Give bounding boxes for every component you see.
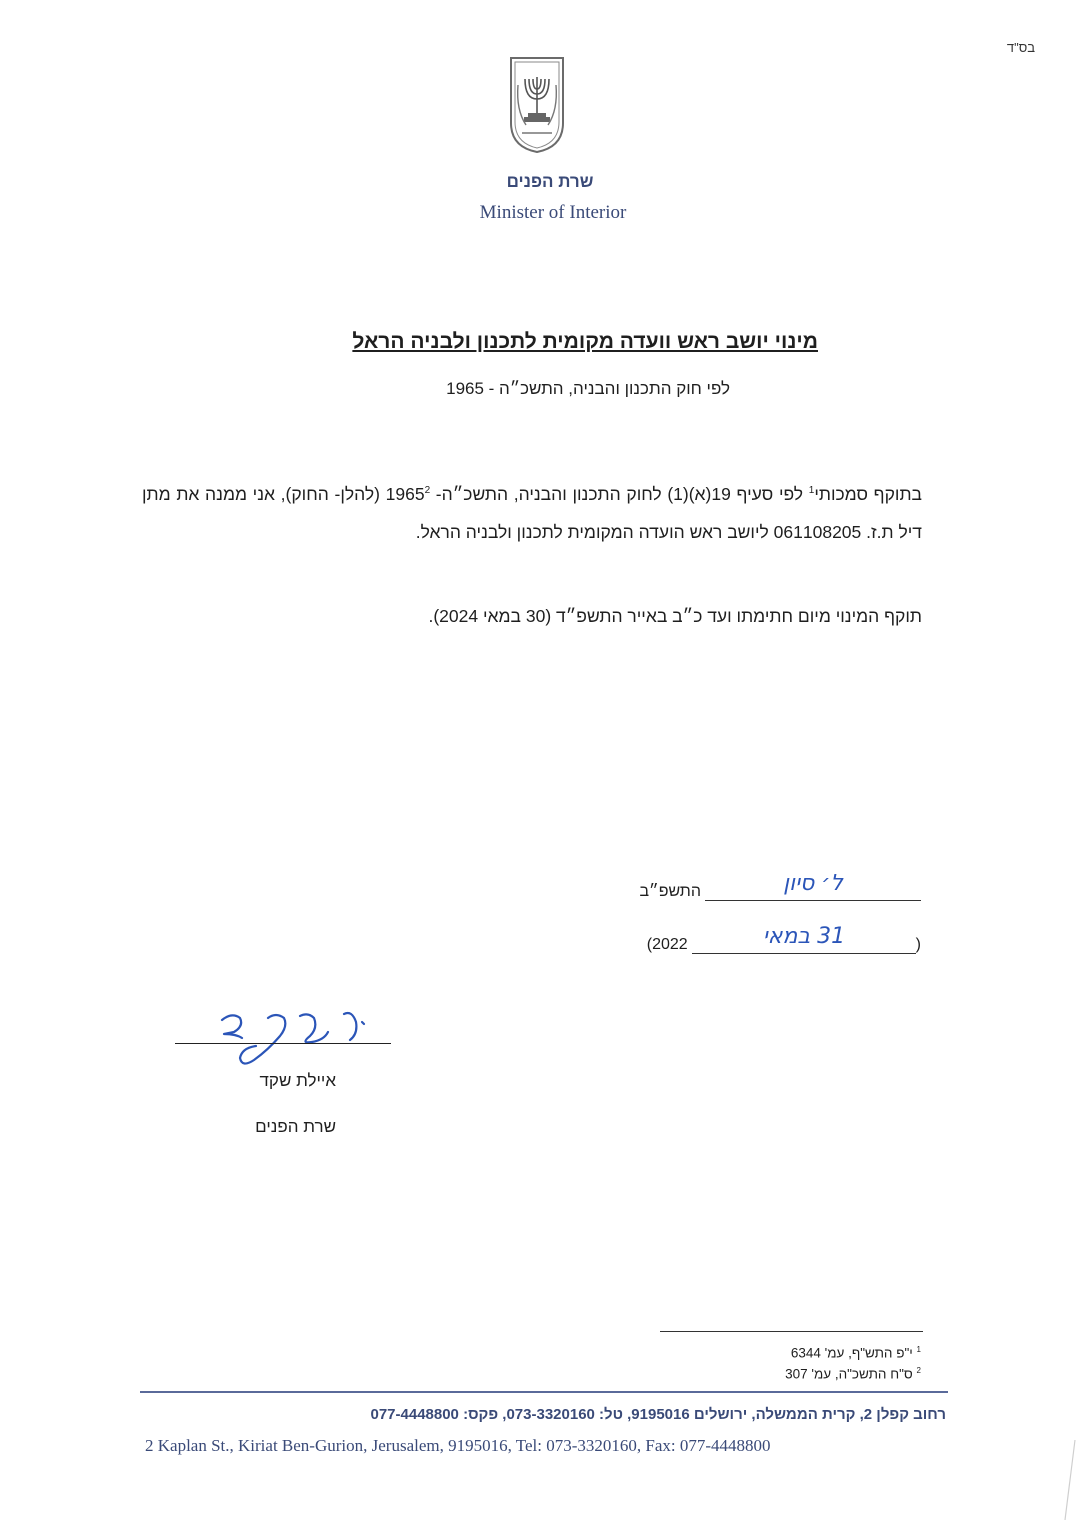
gregorian-date-blank: [692, 924, 916, 954]
handwritten-hebrew-date: [705, 866, 921, 900]
body-part-2: לפי סעיף 19(א)(1) לחוק התכנון והבניה, התשכ״ה- 1965: [385, 483, 809, 504]
hebrew-year-label: התשפ״ב: [639, 883, 701, 900]
footnote-2: [785, 1366, 921, 1382]
gregorian-date-line: [646, 924, 921, 954]
hebrew-date-blank: [705, 871, 921, 901]
footnote-ref-1: 1: [808, 485, 815, 496]
footnote-2-text: ס"ח התשכ"ה, עמ' 307: [785, 1366, 913, 1382]
footnote-1: [791, 1345, 921, 1361]
footer-address-english: 2 Kaplan St., Kiriat Ben-Gurion, Jerusalem, 9195016, Tel: 073-3320160, Fax: 077-4448800: [145, 1436, 771, 1455]
footer-address-hebrew: רחוב קפלן 2, קרית הממשלה, ירושלים 9195016, טל: 073-3320160, פקס: 077-4448800: [370, 1406, 946, 1423]
scan-edge-mark: [1063, 1440, 1077, 1520]
footnote-1-text: י"פ התש"ף, עמ' 6344: [790, 1345, 913, 1361]
hebrew-date-line: [639, 871, 921, 901]
signer-title: שרת הפנים: [255, 1117, 336, 1136]
signer-name: איילת שקד: [259, 1071, 336, 1090]
footnote-separator: [660, 1331, 923, 1332]
footnote-ref-2: 2: [424, 485, 431, 496]
footnote-2-number: 2: [916, 1366, 921, 1375]
ministry-name-hebrew: שרת הפנים: [506, 172, 594, 191]
handwritten-signature-icon: [172, 1002, 397, 1080]
signature-line: [175, 1043, 391, 1044]
body-part-3: (להלן- החוק), אני ממנה את מתן דיל ת.ז. 061108205 ליושב ראש הועדה המקומית לתכנון ולבניה הראל.: [142, 483, 922, 542]
document-subtitle: לפי חוק התכנון והבניה, התשכ״ה - 1965: [446, 379, 730, 398]
appointment-paragraph: [142, 472, 922, 551]
gregorian-year-label: 2022): [646, 936, 688, 953]
ministry-name-english: Minister of Interior: [479, 202, 627, 223]
state-of-israel-emblem-icon: [508, 55, 566, 155]
document-title: מינוי יושב ראש וועדה מקומית לתכנון ולבניה הראל: [352, 330, 818, 353]
gregorian-open-paren: (: [915, 936, 921, 953]
footer-rule: [140, 1391, 948, 1393]
handwritten-gregorian-date: [692, 919, 916, 953]
basad-mark: בס"ד: [1006, 40, 1035, 55]
body-part-1: בתוקף סמכותי: [814, 483, 922, 504]
svg-text:ל׳ סיון: ל׳ סיון: [783, 871, 843, 896]
svg-text:31 במאי: 31 במאי: [762, 924, 845, 949]
validity-statement: תוקף המינוי מיום חתימתו ועד כ״ב באייר התשפ״ד (30 במאי 2024).: [428, 606, 922, 626]
footnote-1-number: 1: [916, 1345, 921, 1354]
